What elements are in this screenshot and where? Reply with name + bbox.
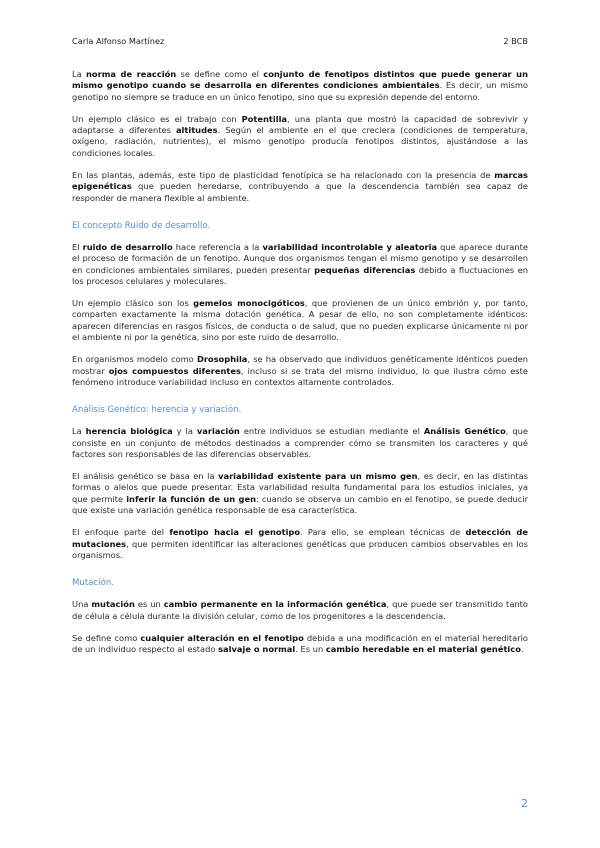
text-run: se define como el — [176, 69, 264, 79]
section-heading: Análisis Genético: herencia y variación. — [72, 405, 242, 416]
text-run: El análisis genético se basa en la — [72, 471, 219, 482]
bold-term: herencia biológica — [85, 426, 173, 437]
body-paragraph — [72, 298, 528, 343]
body-paragraph — [72, 527, 528, 561]
bold-term: Potentilla — [241, 113, 288, 124]
body-paragraph — [72, 170, 528, 204]
text-run: . — [520, 644, 524, 655]
bold-term: Drosophila — [196, 354, 248, 365]
bold-term: norma de reacción — [86, 69, 177, 79]
text-run: Un ejemplo clásico son los — [72, 298, 194, 309]
text-run: . Es un — [295, 644, 326, 655]
text-run: que pueden heredarse, contribuyendo a que la descendencia también sea capaz de responder de manera flexible al ambiente. — [72, 181, 528, 203]
text-run: entre individuos se estudian mediante el — [239, 426, 424, 437]
text-run: , que puede ser transmitido tanto de célula a célula durante la división celular, como de los progenitores a la descendencia. — [72, 599, 528, 621]
page-header — [72, 36, 528, 46]
text-run: El — [72, 241, 83, 252]
bold-term: fenotipo hacia el genotipo — [169, 527, 301, 538]
section-heading: Mutación. — [72, 578, 115, 589]
document-body — [72, 69, 528, 666]
bold-term: gemelos monocigóticos — [193, 298, 305, 309]
text-run: , se ha observado que individuos genéticamente idénticos pueden mostrar — [72, 354, 528, 376]
bold-term: salvaje o normal — [218, 644, 296, 655]
text-run: , que permiten identificar las alteraciones genéticas que producen cambios observables en los organismos. — [72, 538, 528, 560]
body-paragraph — [72, 242, 528, 287]
bold-term: cambio heredable en el material genético — [325, 644, 521, 655]
section-heading: El concepto Ruido de desarrollo. — [72, 220, 211, 231]
bold-term: conjunto de fenotipos distintos que puede generar un mismo genotipo cuando se desarrolla en diferentes condiciones ambientales — [72, 69, 528, 91]
bold-term: mutación — [91, 599, 135, 610]
body-paragraph — [72, 69, 528, 103]
bold-term: ojos compuestos diferentes — [108, 365, 241, 376]
text-run: La — [72, 426, 86, 437]
text-run: En organismos modelo como — [72, 354, 197, 365]
body-paragraph — [72, 114, 528, 159]
text-run: y la — [172, 426, 197, 437]
bold-term: cualquier alteración en el fenotipo — [140, 632, 304, 643]
text-run: , incluso si se trata del mismo individuo, lo que ilustra cómo este fenómeno introduce variabilidad incluso en contextos altamente controlados. — [72, 365, 528, 387]
text-run: El enfoque parte del — [72, 527, 170, 538]
bold-term: altitudes — [175, 125, 218, 136]
text-run: es un — [134, 599, 164, 610]
bold-term: Análisis Genético — [423, 426, 506, 437]
bold-term: ruido de desarrollo — [82, 241, 173, 252]
text-run: debida a una modificación en el material hereditario de un individuo respecto al estado — [72, 632, 529, 655]
text-run: . Para ello, se emplean técnicas de — [300, 527, 466, 538]
text-run: , que provienen de un único embrión y, por tanto, comparten exactamente la misma dotación genética. A pesar de ello, no son completamente idénticos: aparecen diferencias en rasgos físicos, de conducta o de salud, que no pueden explicarse únicamente ni por el ambiente ni por la genética, sino por este ruido de desarrollo. — [72, 298, 528, 343]
bold-term: pequeñas diferencias — [314, 264, 416, 275]
text-run: En las plantas, además, este tipo de plasticidad fenotípica se ha relacionado con la presencia de — [72, 170, 495, 181]
text-run: que aparece durante el proceso de formación de un fenotipo. Aunque dos organismos tengan el mismo genotipo y se desarrollen en condiciones ambientales similares, pueden presentar — [72, 241, 528, 275]
bold-term: detección de mutaciones — [72, 527, 528, 549]
text-run: . Es decir, un mismo genotipo no siempre se traduce en un único fenotipo, sino que su expresión depende del entorno. — [72, 80, 528, 102]
text-run: debido a fluctuaciones en los procesos celulares y moleculares. — [72, 264, 528, 286]
text-run: La — [72, 69, 87, 79]
body-paragraph — [72, 599, 528, 622]
bold-term: inferir la función de un gen — [126, 493, 256, 504]
bold-term: variación — [196, 426, 240, 437]
bold-term: cambio permanente en la información genética — [163, 599, 387, 610]
text-run: Un ejemplo clásico es el trabajo con — [72, 113, 242, 124]
bold-term: marcas epigenéticas — [72, 170, 528, 192]
text-run: : cuando se observa un cambio en el fenotipo, se puede deducir que existe una variación genética responsable de esa característica. — [72, 493, 528, 516]
body-paragraph — [72, 633, 528, 656]
header-author: Carla Alfonso Martínez — [72, 36, 165, 46]
text-run: hace referencia a la — [172, 241, 263, 252]
bold-term: variabilidad existente para un mismo gen — [218, 471, 418, 482]
body-paragraph — [72, 471, 528, 516]
text-run: , una planta que mostró la capacidad de sobrevivir y adaptarse a diferentes — [72, 113, 528, 136]
body-paragraph — [72, 354, 528, 388]
bold-term: variabilidad incontrolable y aleatoria — [262, 241, 438, 252]
text-run: , es decir, en las distintas formas o alelos que puede presentar. Esta variabilidad resulta fundamental para los estudios iniciales, ya que permite — [72, 471, 529, 504]
body-paragraph — [72, 426, 528, 460]
text-run: . Según el ambiente en el que creciera (condiciones de temperatura, oxígeno, radiación, nutrientes), el mismo genotipo producía fenotipos distintos, ajustándose a las condiciones locales. — [72, 125, 528, 158]
text-run: Una — [72, 599, 92, 610]
text-run: Se define como — [72, 632, 141, 643]
text-run: , que consiste en un conjunto de métodos destinados a comprender cómo se transmiten los caracteres y qué factores son responsables de las diferencias observables. — [72, 426, 528, 459]
header-course: 2 BCB — [503, 36, 528, 46]
page-number: 2 — [521, 797, 528, 810]
